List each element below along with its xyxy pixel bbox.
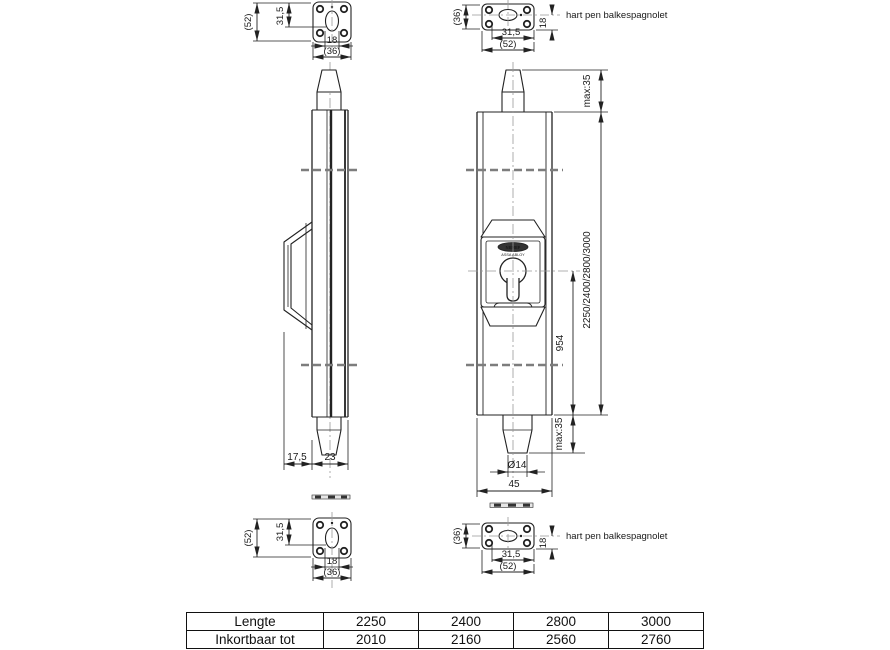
- dim-18-bottomright: 18: [538, 537, 549, 549]
- table-row-inkortbaar: [187, 631, 704, 649]
- lengte-value: 2800: [514, 613, 609, 631]
- dim-36-bottomright: (36): [452, 527, 463, 545]
- hart-pen-label-bottom: hart pen balkespagnolet: [566, 531, 668, 542]
- bottom-left-endcap-detail: [243, 512, 353, 588]
- dim-36-topright: (36): [452, 8, 463, 26]
- dim-max35-top: max:35: [582, 74, 593, 108]
- inkortbaar-value: 2010: [324, 631, 419, 649]
- dim-315-topleft: 31,5: [275, 6, 286, 26]
- top-right-endcap-detail: [452, 0, 668, 52]
- dim-front-width: 45: [508, 479, 520, 490]
- hart-pen-label-top: hart pen balkespagnolet: [566, 10, 668, 21]
- lengte-value: 2400: [419, 613, 514, 631]
- endcap-edge-view-left: [312, 495, 350, 499]
- dim-315-topright: 31,5: [501, 27, 521, 38]
- top-left-endcap-detail: [243, 0, 353, 60]
- side-view: [284, 62, 360, 499]
- endcap-edge-view-right: [490, 503, 533, 508]
- row-label: Lengte: [187, 613, 324, 631]
- dim-side-depth: 17,5: [287, 452, 307, 463]
- dim-52-topleft: (52): [243, 13, 254, 31]
- dim-52-bottomleft: (52): [243, 529, 254, 547]
- dim-max35-bottom: max:35: [554, 417, 565, 451]
- size-table: [186, 612, 704, 649]
- bottom-right-endcap-detail: [452, 517, 668, 574]
- dim-side-width: 23: [324, 452, 336, 463]
- dim-18-topleft: 18: [326, 35, 338, 46]
- dim-52-topright: (52): [499, 39, 517, 50]
- front-view: [466, 62, 608, 508]
- lengte-value: 3000: [609, 613, 704, 631]
- dim-pin-dia: Ø14: [507, 460, 527, 471]
- inkortbaar-value: 2760: [609, 631, 704, 649]
- dim-52-bottomright: (52): [499, 561, 517, 572]
- dim-315-bottomleft: 31,5: [275, 522, 286, 542]
- dim-36-bottomleft: (36): [323, 567, 341, 578]
- dim-lengths: 2250/2400/2800/3000: [582, 231, 593, 329]
- lengte-value: 2250: [324, 613, 419, 631]
- dim-954: 954: [555, 334, 566, 352]
- brand-badge-text: NEMEF: [505, 244, 521, 250]
- dim-315-bottomright: 31,5: [501, 549, 521, 560]
- dim-18-topright: 18: [538, 17, 549, 29]
- dim-36-topleft: (36): [323, 46, 341, 57]
- row-label: Inkortbaar tot: [187, 631, 324, 649]
- handle-housing-profile: [284, 222, 312, 330]
- table-row-lengte: [187, 613, 704, 631]
- inkortbaar-value: 2160: [419, 631, 514, 649]
- brand-sub-text: ASSA ABLOY: [501, 253, 525, 257]
- dim-18-bottomleft: 18: [326, 556, 338, 567]
- inkortbaar-value: 2560: [514, 631, 609, 649]
